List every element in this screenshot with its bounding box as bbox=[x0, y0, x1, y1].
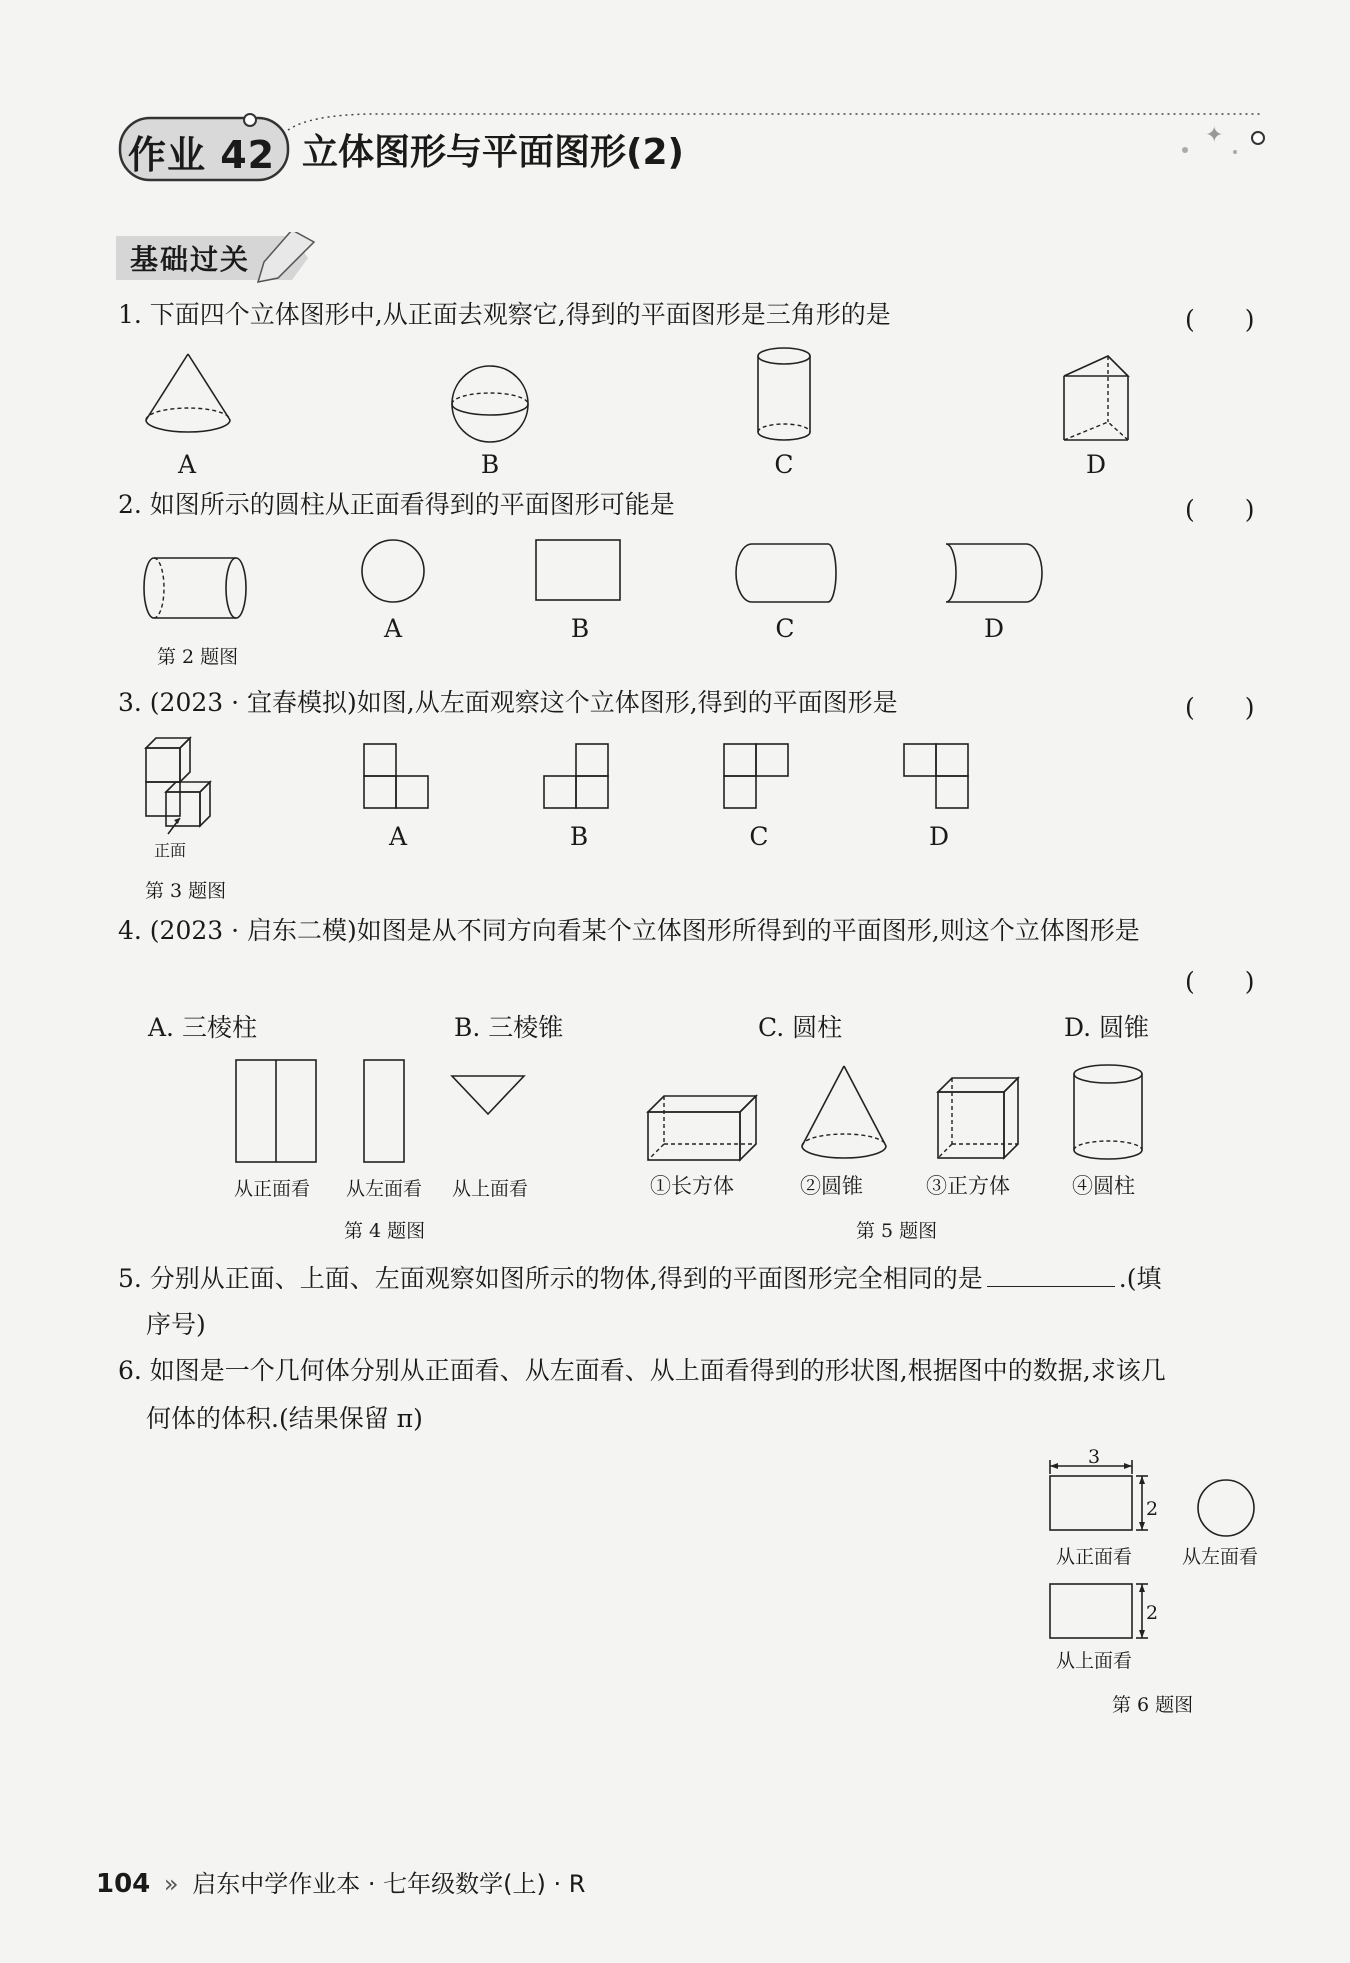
q3-option-a bbox=[360, 740, 434, 814]
q3-option-d bbox=[900, 740, 974, 814]
question-5-text bbox=[118, 1260, 1161, 1296]
q2-label-c: C bbox=[775, 614, 795, 643]
page-title: 立体图形与平面图形(2) bbox=[302, 132, 684, 173]
q5-answer-blank[interactable] bbox=[987, 1260, 1115, 1287]
answer-blank-1[interactable]: ( ) bbox=[1185, 305, 1255, 334]
book-title: 启东中学作业本 · 七年级数学(上) · R bbox=[192, 1870, 586, 1898]
question-6-line2: 何体的体积.(结果保留 π) bbox=[146, 1404, 423, 1433]
answer-blank-4[interactable]: ( ) bbox=[1185, 967, 1255, 996]
q1-label-c: C bbox=[774, 450, 794, 479]
q4-view-label-front: 从正面看 bbox=[234, 1178, 311, 1200]
q5-solid-label-1: ①长方体 bbox=[650, 1174, 734, 1198]
q4-top-view bbox=[448, 1072, 528, 1120]
section-label: 基础过关 bbox=[130, 243, 251, 276]
q1-label-d: D bbox=[1085, 450, 1107, 479]
q3-front-label: 正面 bbox=[154, 841, 187, 860]
q4-view-label-top: 从上面看 bbox=[452, 1178, 529, 1200]
q5-solid-cone bbox=[796, 1062, 892, 1166]
q6-front-view bbox=[1044, 1456, 1154, 1536]
q3-cube-stack-figure bbox=[140, 734, 240, 844]
q2-option-d-shape bbox=[940, 540, 1046, 606]
q1-label-a: A bbox=[177, 450, 197, 479]
q4-option-d: D. 圆锥 bbox=[1064, 1013, 1150, 1042]
q6-dim-height-front: 2 bbox=[1146, 1498, 1159, 1520]
q2-label-b: B bbox=[570, 614, 590, 643]
q3-option-b bbox=[540, 740, 614, 814]
question-6-line1: 6. 如图是一个几何体分别从正面看、从左面看、从上面看得到的形状图,根据图中的数据,求该几 bbox=[118, 1356, 1166, 1385]
q3-label-b: B bbox=[569, 822, 589, 851]
q1-option-c-cylinder bbox=[752, 346, 816, 446]
q5-solid-label-2: ②圆锥 bbox=[800, 1174, 863, 1198]
q2-option-a-circle bbox=[358, 536, 428, 606]
q4-front-view bbox=[232, 1056, 320, 1166]
q6-view-label-top: 从上面看 bbox=[1056, 1650, 1133, 1672]
footer-arrows-icon: » bbox=[163, 1870, 179, 1898]
q6-dim-height-top: 2 bbox=[1146, 1602, 1159, 1624]
question-1-text: 1. 下面四个立体图形中,从正面去观察它,得到的平面图形是三角形的是 bbox=[118, 300, 891, 329]
q4-figure-caption: 第 4 题图 bbox=[344, 1220, 426, 1242]
q2-cylinder-figure bbox=[140, 552, 256, 624]
footer bbox=[96, 1864, 585, 1899]
assignment-badge: 作业 42 bbox=[128, 133, 276, 177]
q4-option-a: A. 三棱柱 bbox=[148, 1013, 257, 1042]
question-2-text: 2. 如图所示的圆柱从正面看得到的平面图形可能是 bbox=[118, 490, 675, 519]
q4-view-label-left: 从左面看 bbox=[346, 1178, 423, 1200]
q1-label-b: B bbox=[480, 450, 500, 479]
question-3-text: 3. (2023 · 宜春模拟)如图,从左面观察这个立体图形,得到的平面图形是 bbox=[118, 688, 898, 717]
q5-solid-cylinder bbox=[1070, 1062, 1146, 1164]
question-5-line2: 序号) bbox=[146, 1310, 206, 1339]
q5-solid-cube bbox=[934, 1074, 1024, 1164]
answer-blank-3[interactable]: ( ) bbox=[1185, 693, 1255, 722]
q3-label-d: D bbox=[928, 822, 950, 851]
q5-figure-caption: 第 5 题图 bbox=[856, 1220, 938, 1242]
svg-text:✦: ✦ bbox=[1205, 123, 1224, 148]
q6-left-view-circle bbox=[1194, 1476, 1258, 1540]
q3-label-c: C bbox=[749, 822, 769, 851]
q2-option-c-shape bbox=[732, 540, 838, 606]
q6-view-label-left: 从左面看 bbox=[1182, 1546, 1259, 1568]
header-decoration bbox=[110, 100, 1270, 190]
q3-figure-caption: 第 3 题图 bbox=[145, 880, 227, 902]
q5-solid-label-3: ③正方体 bbox=[926, 1174, 1010, 1198]
q5-solid-label-4: ④圆柱 bbox=[1072, 1174, 1135, 1198]
question-5-tail: .(填 bbox=[1118, 1264, 1162, 1293]
question-5-line1: 5. 分别从正面、上面、左面观察如图所示的物体,得到的平面图形完全相同的是 bbox=[118, 1264, 983, 1293]
q5-solid-cuboid bbox=[644, 1092, 760, 1166]
answer-blank-2[interactable]: ( ) bbox=[1185, 495, 1255, 524]
q4-option-c: C. 圆柱 bbox=[758, 1013, 843, 1042]
q4-left-view bbox=[360, 1056, 408, 1166]
q6-dim-width: 3 bbox=[1088, 1446, 1101, 1468]
question-4-text: 4. (2023 · 启东二模)如图是从不同方向看某个立体图形所得到的平面图形,则这个立体图形是 bbox=[118, 916, 1140, 945]
q1-option-b-sphere bbox=[448, 362, 532, 446]
q2-label-a: A bbox=[383, 614, 403, 643]
q6-top-view bbox=[1044, 1580, 1154, 1640]
q6-figure-caption: 第 6 题图 bbox=[1112, 1694, 1194, 1716]
q3-label-a: A bbox=[388, 822, 408, 851]
q3-option-c bbox=[720, 740, 794, 814]
q2-option-b-rectangle bbox=[532, 536, 624, 604]
q1-option-a-cone bbox=[140, 350, 240, 450]
q6-view-label-front: 从正面看 bbox=[1056, 1546, 1133, 1568]
q1-option-d-prism bbox=[1056, 352, 1136, 448]
q4-option-b: B. 三棱锥 bbox=[454, 1013, 564, 1042]
q2-figure-caption: 第 2 题图 bbox=[157, 646, 239, 668]
q2-label-d: D bbox=[983, 614, 1005, 643]
page-number: 104 bbox=[96, 1869, 151, 1899]
